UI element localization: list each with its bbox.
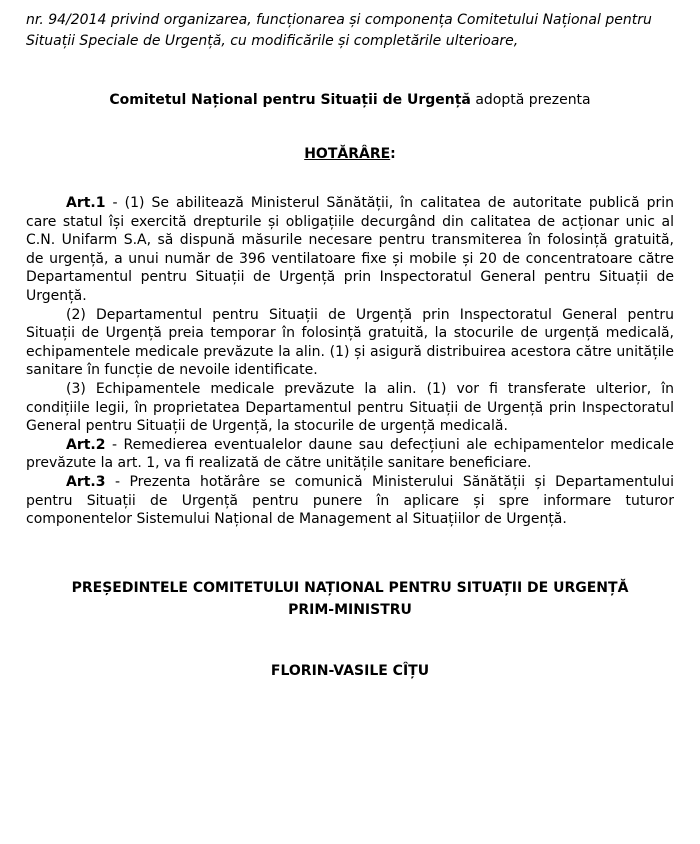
adoption-verb: adoptă prezenta [470, 92, 591, 108]
article-2-label: Art.2 [66, 436, 106, 453]
article-2-text: - Remedierea eventualelor daune sau defecțiuni ale echipamentelor medicale prevăzute la art. 1, va fi realizată de către unitățile sanitare beneficiare. [26, 436, 674, 472]
decision-title-text: HOTĂRÂRE [304, 146, 391, 162]
article-1-para-3-text: (3) Echipamentele medicale prevăzute la alin. (1) vor fi transferate ulterior, în condițiile legii, în proprietatea Departamentul pentru Situații de Urgență prin Inspectoratul General pentru Situații de Urgență, la stocurile de urgență medicală. [26, 380, 674, 435]
signature-role: PRIM-MINISTRU [288, 601, 412, 618]
article-1-paragraph-3 [26, 380, 674, 436]
article-2-paragraph [26, 436, 674, 473]
decision-title-colon: : [390, 146, 396, 162]
article-1-paragraph-2 [26, 306, 674, 380]
signature-title: PREȘEDINTELE COMITETULUI NAȚIONAL PENTRU SITUAȚII DE URGENȚĂ [71, 579, 629, 596]
article-1-text: - (1) Se abilitează Ministerul Sănătății, în calitatea de autoritate publică prin care statul își exercită drepturile și obligațiile decurgând din calitatea de acționar unic al C.N. Unifarm S.A, să dispună măsurile necesare pentru transmiterea în folosință gratuită, de urgență, a unui număr de 396 ventilatoare fixe și mobile și 20 de concentratoare către Departamentul pentru Situații de Urgență prin Inspectoratul General pentru Situații de Urgență. [26, 195, 674, 304]
adoption-line [26, 90, 674, 110]
articles-body [26, 194, 674, 529]
article-1-label: Art.1 [66, 195, 106, 211]
article-3-text: - Prezenta hotărâre se comunică Ministerului Sănătății și Departamentului pentru Situații de Urgență pentru punere în aplicare și spre informare tuturor componentelor Sistemului Național de Management al Situațiilor de Urgență. [26, 473, 674, 528]
article-3-paragraph [26, 473, 674, 529]
committee-name: Comitetul Național pentru Situații de Urgență [109, 92, 471, 108]
article-1-paragraph-1 [26, 194, 674, 306]
intro-paragraph: nr. 94/2014 privind organizarea, funcționarea și componența Comitetului Național pentru Situații Speciale de Urgență, cu modificările și completările ulterioare, [26, 12, 652, 49]
signatory-name: FLORIN-VASILE CÎȚU [270, 662, 430, 679]
article-1-para-2-text: (2) Departamentul pentru Situații de Urgență prin Inspectoratul General pentru Situații de Urgență preia temporar în folosință gratuită, la stocurile de urgență medicală, echipamentele medicale prevăzute la alin. (1) și asigură distribuirea acestora către unitățile sanitare în funcție de nevoile identificate. [26, 306, 674, 379]
signature-block [26, 577, 674, 621]
decision-title [26, 144, 674, 164]
article-3-label: Art.3 [66, 473, 106, 490]
